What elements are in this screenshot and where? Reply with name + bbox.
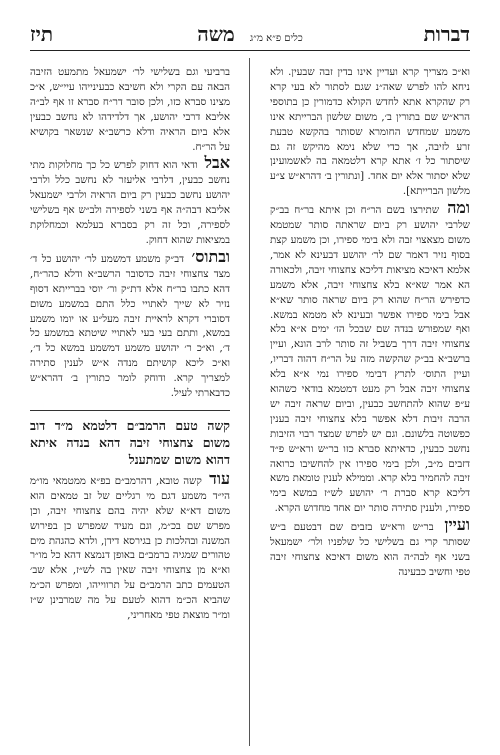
paragraph (270, 515, 470, 581)
header-center (30, 22, 470, 47)
header-rule (30, 50, 470, 51)
paragraph-text: ברביעי וגם בשלישי לר׳ ישמעאל מתמעט הזיבה הבאה עם הקרי ולא חשיבא כבעינייהו עיי״ש, א״כ מצינו סברא כזו, ולכן סובר דר״ח סברא זו אף לב״ה אליבא דרבי יהושע, אך דלדידהו לא נחשב כבעין אלא ביום הראיה ודלא כרשב״א שנשאר בקושיא על הר״ח. (30, 67, 230, 153)
paragraph-text: שתירצו בשם הר״ח וכן איתא בר״ח בב״ק שלרבי יהושע רק ביום שראתה סותר שמטמא משום מצאצוי זבה ולא בימי ספירו, וכן משמע קצת בסוף נזיר דאמר שם לר׳ יהושע דבעינא לא אמר, אלמא דאיכא מציאות דליכא צחצוחי זיבה, ולכאורה הא אמר שא״א בלא צחצוחי זיבה, אלא משמע כדפירש הר״ח שהוא רק ביום שראה סותר שא״א אבל בימי ספירו אפשר ובעינא לא מטמא במשא. ואף שמפורש בנדה שם שבכל הז׳ ימים א״א בלא צחצוחי זיבה דרך בשביל זה סותר לרב הונא, ועיין ברשב״א בב״ק שהקשה מזה על הר״ח דהוה דבריו, ועיין התוס׳ לתרץ דבימי ספירו נמי א״א בלא צחצוחי זיבה אבל רק מעט דמטמא בודאי כשהוא ע״פ שהוא להתחשב כבעין, וביום שראה זיבה יש הרבה זיבות דלא אפשר בלא צחצוחי זיבה בענין כפשוטה בלשונם. וגם יש לפרש שמצד רבוי הזיבות נחשב כבעין, כדאיתא סברא כזו בר״ש ורא״ש פ״ד דזבים מ״ב, ולכן בימי ספירו אין להחשיבו כרואה זיבה להחמיר בלא קרא. וממילא לענין טומאת משא דליכא קרא סברת ר׳ יהושע לש״ז במשא בימי ספירו, ולענין סתירה סותר יום אחד מחדוש הקרא. (270, 205, 470, 515)
paragraph (30, 66, 230, 155)
paragraph (30, 468, 230, 624)
paragraph-lead: ועיין (444, 515, 470, 535)
author-title: משה (197, 22, 235, 46)
left-column (30, 66, 230, 746)
running-header (30, 18, 470, 48)
paragraph-text: דב״ק משמע דמשמע לר׳ יהושע כל ד׳ מצד צחצוחי זיבה כדסובר הרשב״א ודלא כהר״ח, דהא כתבו בר״ח אלא דת״ק ור׳ יוסי בברייתא דסוף נזיר לא שייך לאתויי כלל התם במשמע משום דסוברי דקרא לראיית זיבה מעל״ע או יומו משמע במשא, ותתם בעי בעי לאתויי שיטתא במשמע כל ד׳, וא״כ ר׳ יהושע משמע דמשמע במשא כל ד׳, וא״כ ליכא קושיתם מנדה א״ש לענין סתירה למצריך קרא. ודוחק לומר כתורין ב׳ דהרא״ש כדבארתי לעיל. (30, 253, 230, 400)
section-heading: קשה טעם הרמב״ם דלטמא מ״ד דוב משום צחצוחי זיבה דהא בנדה איתא דהוא משום שמתענל (30, 417, 230, 467)
book-title: דברות (423, 22, 470, 46)
paragraph-lead: עוד (209, 468, 230, 488)
paragraph-text: ודאי הוא דחוק לפרש כל כך מחלוקות מתי נחשב כבעין, דלרבי אליעזר לא נחשב כלל ולרבי יהושע נחשב כבעין רק ביום הראיה ולרבי ישמעאל אליבא דבה״ה אף בשני לספירה ולב״ש אף בשלישי לספירה, וכל זה רק בסברא בעלמא וכמחלוקת במציאות שהוא דחוק. (30, 160, 230, 246)
paragraph (270, 66, 470, 200)
page-number: תיז (30, 22, 54, 46)
paragraph-text: בר״ש ורא״ש בזבים שם דבטעם ב״ש שסותר קרי גם בשלישי כל שלפניו ולר׳ ישמעאל בשני אף לבה״ה הוא משום דאיכא צחצוחי זיבה טפי וחשיב כבעינה (270, 522, 470, 578)
right-column (270, 66, 470, 746)
paragraph-text: וא״כ מצריך קרא ועדיין אינו בדין זבה שבעין. ולא ניחא להו לפרש שאה״נ שגם לסתור לא בעי קרא רק שהקרא אתא לחדש הקולא כדמורין כן בתוספי הרא״ש שם בתורין ב׳, משום שלשון הברייתא אינו משמע שמחדש החומרא שסותר בהקשא טבעת זרע לזיבה, אך כדי שלא נימא מהיקש זה גם שיסתור כל ז׳ אתא קרא דלטמאה בה לאשמועינן שלא יסתור אלא יום אחד. [ונתורין ב׳ דהרא״ש צ״ע מלשון הברייתא]. (270, 67, 470, 198)
paragraph-lead: ומה (447, 198, 470, 218)
paragraph-lead: ובתוס׳ (191, 246, 230, 266)
paragraph (270, 198, 470, 517)
section-reference: כלים פ״א מ״ג (249, 33, 303, 44)
column-divider (249, 58, 250, 746)
paragraph (30, 246, 230, 402)
section-rule (30, 410, 230, 411)
paragraph-lead: אבל (204, 153, 230, 173)
paragraph (30, 153, 230, 248)
paragraph-text: קשה טובא, דהרמב״ם בפ״א ממטמאי מו״מ הי״ד משמע דגם מי רגליים של זב טמאים הוא משום דא״א שלא יהיה בהם צחצוחי זיבה, וכן מפרש שם בכ״מ, וגם מעיד שמפרש כן בפירוש המשנה ובהלכות כן בגירסא דידן, ולדא כהגהת מים טהורים שמגיה ברמב״ם באופן דנמצא דהא כל מו״ר וא״א מן צחצוחי זיבה שאין בה לש״ז, אלא שב׳ הטעמים כתב הרמב״ם על תרווייהו, ומפרש הכ״מ שהביא הכ״מ דהוא לטעם על מה שמרבינן ש״ז ומ״ר מוצאת טפי מאחריני, (30, 475, 230, 622)
